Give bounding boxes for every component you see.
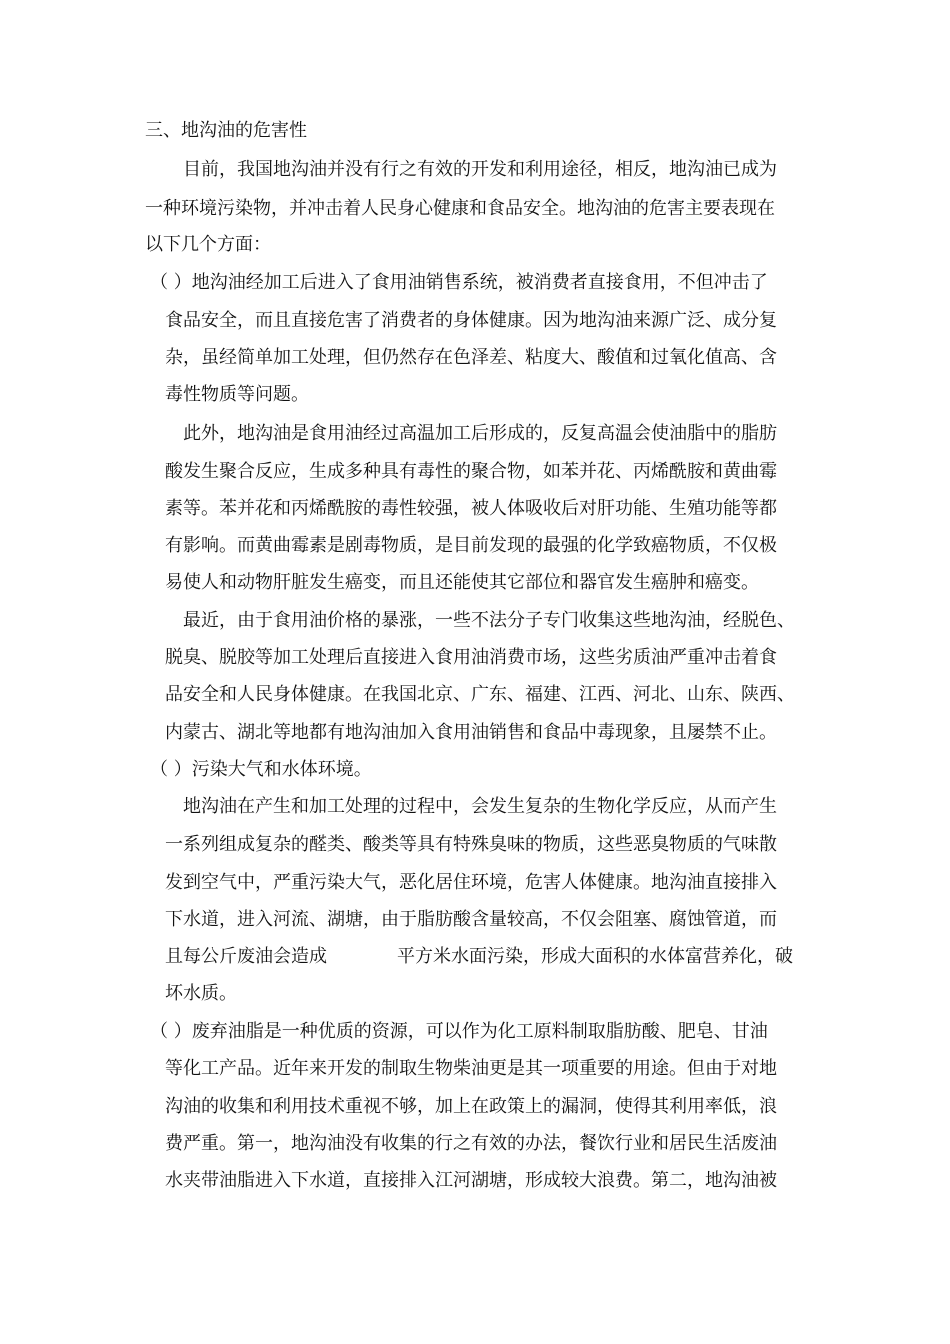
text-line: 费严重。第一，地沟油没有收集的行之有效的办法，餐饮行业和居民生活废油 xyxy=(165,1133,777,1154)
text-line: 发到空气中，严重污染大气，恶化居住环境，危害人体健康。地沟油直接排入 xyxy=(165,872,777,893)
text-line: 有影响。而黄曲霉素是剧毒物质，是目前发现的最强的化学致癌物质，不仅极 xyxy=(165,535,777,556)
text-line: 酸发生聚合反应，生成多种具有毒性的聚合物，如苯并花、丙烯酰胺和黄曲霉 xyxy=(165,461,777,482)
text-line: 易使人和动物肝脏发生癌变，而且还能使其它部位和器官发生癌肿和癌变。 xyxy=(165,572,759,593)
text-line: 品安全和人民身体健康。在我国北京、广东、福建、江西、河北、山东、陕西、 xyxy=(165,684,795,705)
text-line: 最近，由于食用油价格的暴涨，一些不法分子专门收集这些地沟油，经脱色、 xyxy=(183,610,795,631)
text-line: 此外，地沟油是食用油经过高温加工后形成的，反复高温会使油脂中的脂肪 xyxy=(183,423,777,444)
section-heading: 三、地沟油的危害性 xyxy=(145,120,307,141)
text-line: 一种环境污染物，并冲击着人民身心健康和食品安全。地沟油的危害主要表现在 xyxy=(145,198,775,219)
text-line: 脱臭、脱胶等加工处理后直接进入食用油消费市场，这些劣质油严重冲击着食 xyxy=(165,647,777,668)
text-line: （ ）污染大气和水体环境。 xyxy=(150,759,372,780)
text-line: 水夹带油脂进入下水道，直接排入江河湖塘，形成较大浪费。第二，地沟油被 xyxy=(165,1170,777,1191)
text-line: 以下几个方面： xyxy=(145,234,271,255)
text-line: 素等。苯并花和丙烯酰胺的毒性较强，被人体吸收后对肝功能、生殖功能等都 xyxy=(165,498,777,519)
text-line: 下水道，进入河流、湖塘，由于脂肪酸含量较高，不仅会阻塞、腐蚀管道，而 xyxy=(165,909,777,930)
text-line: 杂，虽经简单加工处理，但仍然存在色泽差、粘度大、酸值和过氧化值高、含 xyxy=(165,347,777,368)
text-line: 毒性物质等问题。 xyxy=(165,384,309,405)
text-line: 食品安全，而且直接危害了消费者的身体健康。因为地沟油来源广泛、成分复 xyxy=(165,310,777,331)
text-line: 等化工产品。近年来开发的制取生物柴油更是其一项重要的用途。但由于对地 xyxy=(165,1058,777,1079)
text-line: 沟油的收集和利用技术重视不够，加上在政策上的漏洞，使得其利用率低，浪 xyxy=(165,1096,777,1117)
text-line: 且每公斤废油会造成 xyxy=(165,946,327,967)
text-line: 内蒙古、湖北等地都有地沟油加入食用油销售和食品中毒现象，且屡禁不止。 xyxy=(165,722,777,743)
text-line: 目前，我国地沟油并没有行之有效的开发和利用途径，相反，地沟油已成为 xyxy=(183,159,777,180)
text-line: 一系列组成复杂的醛类、酸类等具有特殊臭味的物质，这些恶臭物质的气味散 xyxy=(165,834,777,855)
text-line: （ ）废弃油脂是一种优质的资源，可以作为化工原料制取脂肪酸、肥皂、甘油 xyxy=(150,1021,768,1042)
text-line: 平方米水面污染，形成大面积的水体富营养化，破 xyxy=(397,946,793,967)
text-line: 坏水质。 xyxy=(165,983,237,1004)
text-line: （ ）地沟油经加工后进入了食用油销售系统，被消费者直接食用，不但冲击了 xyxy=(150,272,768,293)
text-line: 地沟油在产生和加工处理的过程中，会发生复杂的生物化学反应，从而产生 xyxy=(183,796,777,817)
